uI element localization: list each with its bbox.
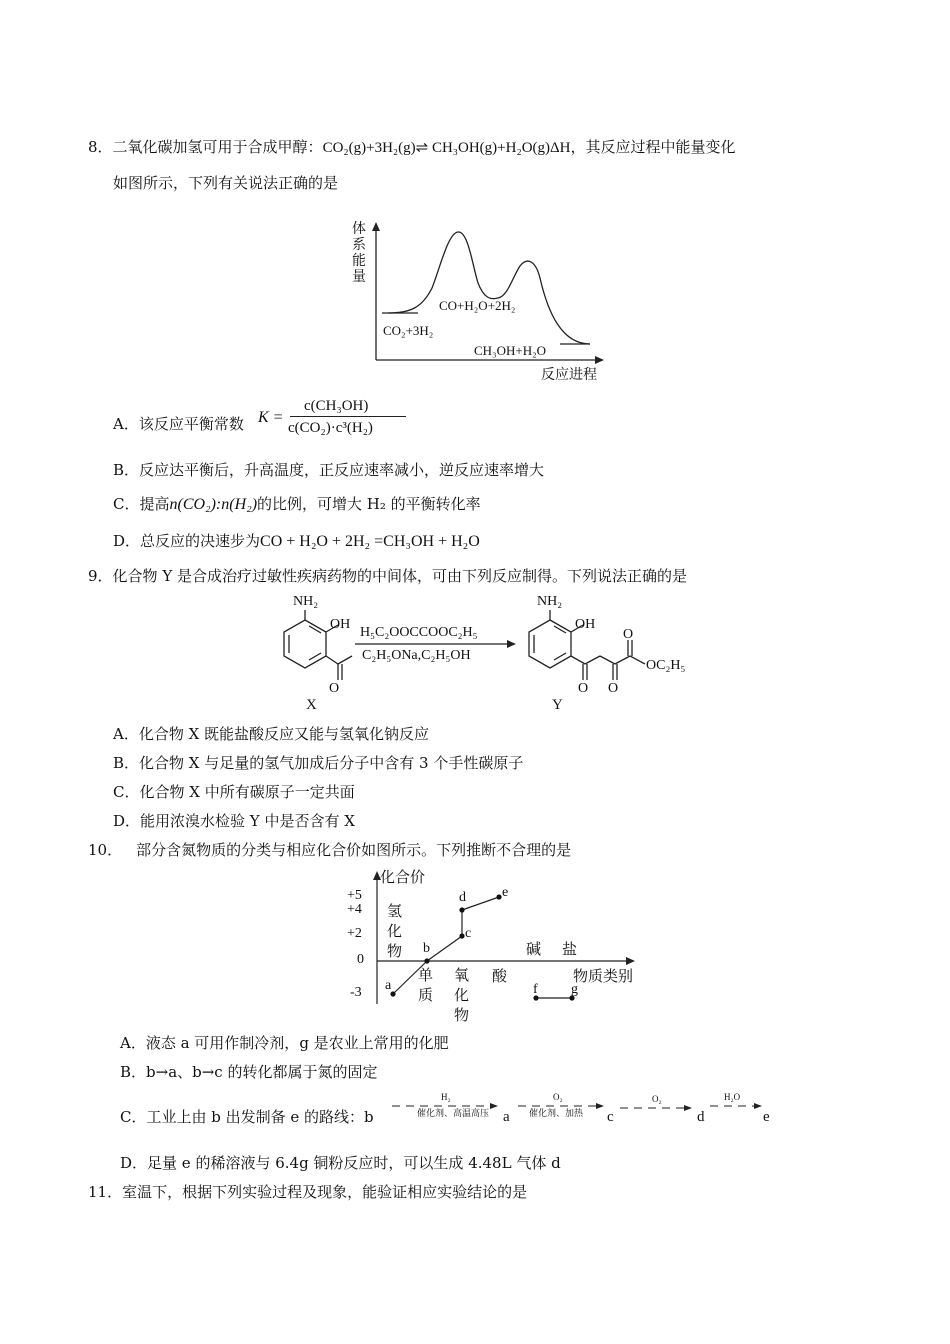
q9-y-ketone-o1: O	[578, 681, 589, 696]
q8-product-label: CH₃OH+H₂O	[474, 343, 547, 358]
q8-option-a-denominator: c(CO₂)·c³(H₂)	[288, 420, 373, 436]
q11-line1	[88, 1182, 527, 1202]
q10-stem: 部分含氮物质的分类与相应化合价如图所示。下列推断不合理的是	[136, 841, 572, 859]
q9-option-c: C．化合物 X 中所有碳原子一定共面	[113, 783, 355, 801]
q8-line1	[88, 137, 736, 158]
q10-label-e: e	[502, 885, 509, 900]
q8-intermediate-label: CO+H₂O+2H₂	[439, 298, 516, 313]
q10-option-a: A．液态 a 可用作制冷剂，g 是农业上常用的化肥	[120, 1034, 449, 1052]
q10-label-g: g	[571, 982, 578, 997]
q10-label-b: b	[423, 941, 430, 956]
q8-option-a-text: A．该反应平衡常数	[113, 415, 244, 433]
q10-option-b: B．b→a、b→c 的转化都属于氮的固定	[120, 1063, 378, 1081]
q10-option-c-prefix: C．工业上由 b 出发制备 e 的路线：b	[120, 1108, 374, 1126]
q8-option-d-prefix: D．总反应的决速步为	[113, 532, 261, 550]
q10-cat-oxide: 氧化物	[454, 966, 470, 1024]
q8-option-a-numerator: c(CH₃OH)	[304, 398, 369, 414]
q9-reagent-top: H₅C₂OOCCOOC₂H₅	[360, 625, 478, 640]
q10-route-arrow-3-head	[684, 1105, 692, 1111]
q8-number: 8．	[88, 138, 113, 156]
q8-stem-a: 二氧化碳加氢可用于合成甲醇：	[112, 138, 323, 156]
q10-route-arrow1-top: H₂	[441, 1092, 451, 1102]
q10-line-bc	[427, 936, 462, 961]
q10-route-a: a	[503, 1109, 510, 1125]
q10-route-arrow4-top: H₂O	[724, 1092, 741, 1102]
q10-ytick-plus4: +4	[347, 902, 362, 917]
q10-route-arrow1-bottom: 催化剂、高温高压	[417, 1109, 490, 1119]
q8-option-a-fraction-bar	[290, 416, 406, 417]
q9-option-d: D．能用浓溴水检验 Y 中是否含有 X	[113, 812, 355, 830]
q10-route-c: c	[607, 1109, 614, 1125]
q8-y-arrow	[372, 222, 380, 231]
q10-route-arrow2-top: O₂	[553, 1092, 563, 1102]
q9-x-oh: OH	[330, 617, 351, 632]
q10-line1	[88, 840, 571, 860]
q10-ylabel: 化合价	[380, 868, 426, 886]
q8-option-d-eq: CO + H₂O + 2H₂ =CH₃OH + H₂O	[260, 533, 480, 550]
q8-option-a	[113, 414, 244, 434]
q8-x-arrow	[595, 356, 604, 364]
q10-label-a: a	[385, 978, 392, 993]
q10-point-b	[424, 958, 429, 963]
q10-label-f: f	[533, 982, 538, 997]
q10-route-arrow3-top: O₂	[652, 1094, 662, 1104]
q9-y-label: Y	[552, 697, 563, 713]
q10-ytick-minus3: -3	[350, 985, 362, 1000]
q10-label-c: c	[465, 926, 472, 941]
q9-option-b: B．化合物 X 与足量的氢气加成后分子中含有 3 个手性碳原子	[113, 754, 524, 772]
q10-point-d	[459, 907, 464, 912]
q8-stem-b: ，其反应过程中能量变化	[570, 138, 736, 156]
q10-cat-salt: 盐	[562, 940, 578, 958]
q8-option-d	[113, 531, 480, 552]
q10-x-arrow	[626, 957, 635, 965]
q8-equation: CO₂(g)+3H₂(g)⇌ CH₃OH(g)+H₂O(g)ΔH	[322, 140, 571, 156]
q10-route-arrow-4-head	[754, 1103, 762, 1109]
q9-number: 9．	[88, 567, 113, 585]
q11-number: 11．	[88, 1183, 123, 1201]
q9-x-nh2: NH₂	[293, 594, 319, 609]
q9-arrow-head	[507, 640, 516, 648]
q10-number: 10．	[88, 841, 123, 859]
q9-stem: 化合物 Y 是合成治疗过敏性疾病药物的中间体，可由下列反应制得。下列说法正确的是	[112, 567, 687, 585]
q10-xlabel: 物质类别	[573, 967, 634, 985]
q8-xlabel: 反应进程	[541, 367, 597, 383]
q8-ylabel: 体系能量	[352, 221, 366, 285]
q10-cat-element: 单质	[418, 966, 434, 1004]
q9-y-nh2: NH₂	[537, 594, 563, 609]
q10-route-e: e	[763, 1109, 770, 1125]
q9-y-oc2h5: OC₂H₅	[646, 658, 686, 673]
q9-reagent-bottom: C₂H₅ONa,C₂H₅OH	[362, 648, 471, 663]
q9-y-ketone-o2: O	[608, 681, 619, 696]
q8-option-a-k: K =	[258, 409, 284, 426]
q10-point-c	[459, 933, 464, 938]
q10-point-e	[496, 894, 501, 899]
q10-cat-acid: 酸	[492, 967, 508, 985]
q10-ytick-zero: 0	[357, 952, 364, 967]
q10-label-d: d	[459, 890, 466, 905]
q10-ytick-plus2: +2	[347, 926, 362, 941]
q9-option-a: A．化合物 X 既能盐酸反应又能与氢氧化钠反应	[113, 725, 430, 743]
q10-cat-hydride: 氢化物	[387, 902, 403, 960]
q10-line-de	[462, 897, 499, 910]
q8-stem-c: 如图所示，下列有关说法正确的是	[113, 174, 339, 192]
q10-route-arrow-1-head	[490, 1103, 498, 1109]
q9-y-ester-o: O	[623, 627, 634, 642]
q8-option-b: B．反应达平衡后，升高温度，正反应速率减小，逆反应速率增大	[113, 461, 545, 479]
q8-option-c-ratio: n(CO₂):n(H₂)	[169, 496, 258, 513]
q10-ytick-plus5: +5	[347, 888, 362, 903]
q10-route-d: d	[697, 1109, 705, 1125]
q9-line1	[88, 566, 687, 586]
q8-reactant-label: CO₂+3H₂	[383, 323, 434, 338]
q9-x-label: X	[306, 697, 317, 713]
q11-stem: 室温下，根据下列实验过程及现象，能验证相应实验结论的是	[122, 1183, 528, 1201]
q10-cat-base: 碱	[526, 940, 542, 958]
q10-option-d: D．足量 e 的稀溶液与 6.4g 铜粉反应时，可以生成 4.48L 气体 d	[120, 1154, 561, 1172]
q8-option-c-suffix: 的比例，可增大 H₂ 的平衡转化率	[257, 495, 481, 513]
q9-y-oh: OH	[575, 617, 596, 632]
q9-x-carbonyl-o: O	[329, 681, 340, 696]
q8-option-c	[113, 494, 481, 515]
q8-option-c-prefix: C．提高	[113, 495, 170, 513]
q10-route-arrow2-bottom: 催化剂、加热	[529, 1109, 584, 1119]
q10-route-arrow-2-head	[596, 1103, 604, 1109]
q9-reaction-scheme	[260, 592, 720, 717]
